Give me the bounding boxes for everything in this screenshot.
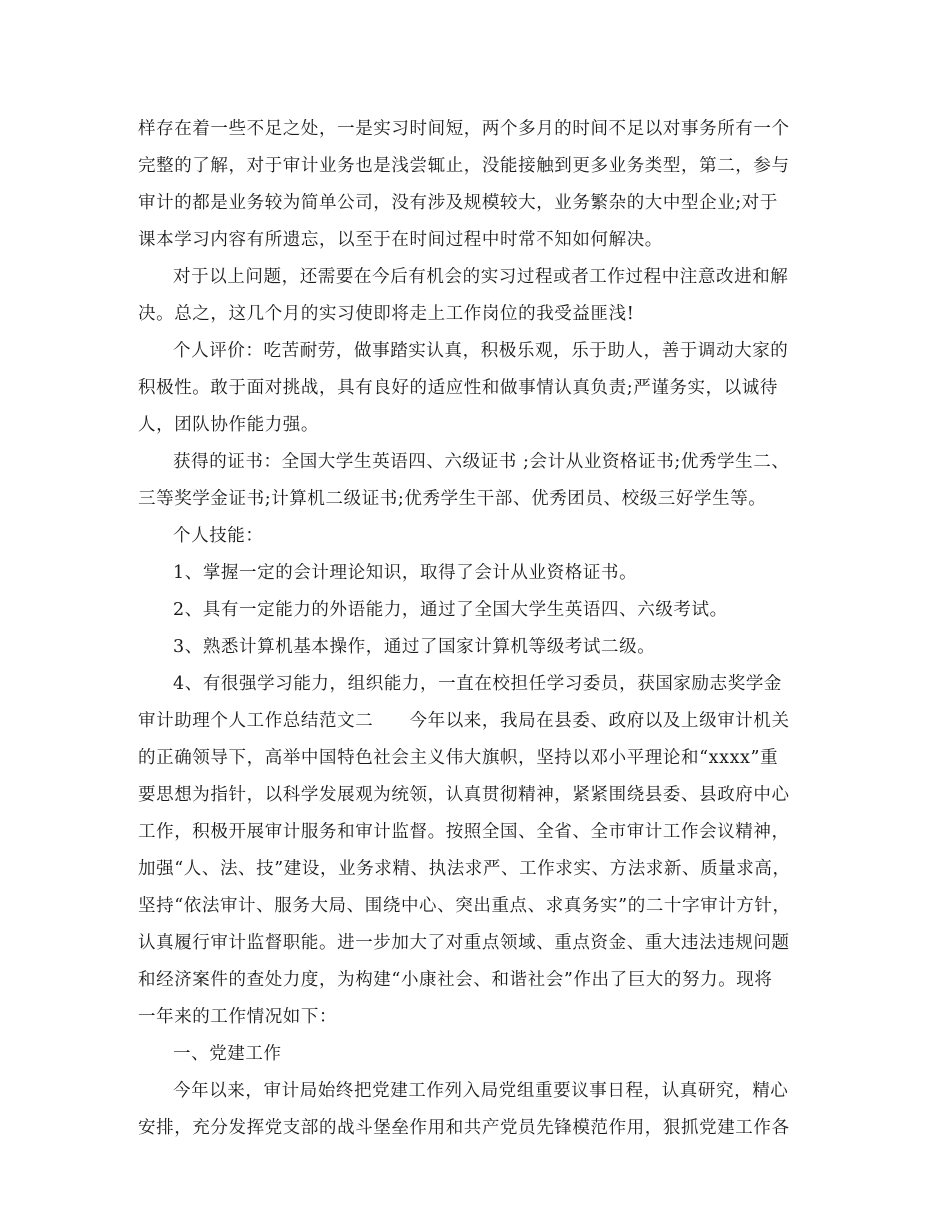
paragraph-line: 安排，充分发挥党支部的战斗堡垒作用和共产党员先锋模范作用，狠抓党建工作各	[138, 1118, 790, 1138]
paragraph-line: 决。总之，这几个月的实习使即将走上工作岗位的我受益匪浅!	[138, 304, 635, 324]
paragraph-line: 完整的了解，对于审计业务也是浅尝辄止，没能接触到更多业务类型，第二，参与	[138, 156, 790, 176]
paragraph-line: 获得的证书：全国大学生英语四、六级证书 ;会计从业资格证书;优秀学生二、	[173, 452, 790, 472]
paragraph-line: 要思想为指针，以科学发展观为统领，认真贯彻精神，紧紧围绕县委、县政府中心	[138, 785, 790, 805]
list-item: 3、熟悉计算机基本操作，通过了国家计算机等级考试二级。	[173, 637, 656, 657]
paragraph-line: 审计助理个人工作总结范文二 今年以来，我局在县委、政府以及上级审计机关	[138, 711, 790, 731]
paragraph-line: 审计的都是业务较为简单公司，没有涉及规模较大，业务繁杂的大中型企业;对于	[138, 193, 778, 213]
paragraph-line: 课本学习内容有所遗忘，以至于在时间过程中时常不知如何解决。	[138, 230, 663, 250]
paragraph-line: 和经济案件的查处力度，为构建“小康社会、和谐社会”作出了巨大的努力。现将	[138, 970, 773, 990]
list-item: 4、有很强学习能力，组织能力，一直在校担任学习委员，获国家励志奖学金	[173, 674, 783, 694]
section-heading: 一、党建工作	[173, 1044, 282, 1064]
paragraph-line: 的正确领导下，高举中国特色社会主义伟大旗帜，坚持以邓小平理论和“xxxx”重	[138, 748, 779, 768]
paragraph-line: 一年来的工作情况如下：	[138, 1007, 338, 1027]
paragraph-line: 今年以来，审计局始终把党建工作列入局党组重要议事日程，认真研究，精心	[173, 1081, 789, 1101]
paragraph-line: 积极性。敢于面对挑战，具有良好的适应性和做事情认真负责;严谨务实，以诚待	[138, 378, 778, 398]
list-item: 2、具有一定能力的外语能力，通过了全国大学生英语四、六级考试。	[173, 600, 728, 620]
paragraph-line: 对于以上问题，还需要在今后有机会的实习过程或者工作过程中注意改进和解	[173, 267, 789, 287]
paragraph-line: 工作，积极开展审计服务和审计监督。按照全国、全省、全市审计工作会议精神，	[138, 822, 790, 842]
list-item: 1、掌握一定的会计理论知识，取得了会计从业资格证书。	[173, 563, 638, 583]
paragraph-line: 三等奖学金证书;计算机二级证书;优秀学生干部、优秀团员、校级三好学生等。	[138, 489, 767, 509]
section-heading: 个人技能：	[173, 526, 264, 546]
paragraph-line: 个人评价：吃苦耐劳，做事踏实认真，积极乐观，乐于助人，善于调动大家的	[173, 341, 789, 361]
paragraph-line: 坚持“依法审计、服务大局、围绕中心、突出重点、求真务实”的二十字审计方针，	[138, 896, 791, 916]
paragraph-line: 样存在着一些不足之处，一是实习时间短，两个多月的时间不足以对事务所有一个	[138, 119, 790, 139]
paragraph-line: 人，团队协作能力强。	[138, 415, 319, 435]
paragraph-line: 认真履行审计监督职能。进一步加大了对重点领域、重点资金、重大违法违规问题	[138, 933, 790, 953]
paragraph-line: 加强“人、法、技”建设，业务求精、执法求严、工作求实、方法求新、质量求高，	[138, 859, 791, 879]
